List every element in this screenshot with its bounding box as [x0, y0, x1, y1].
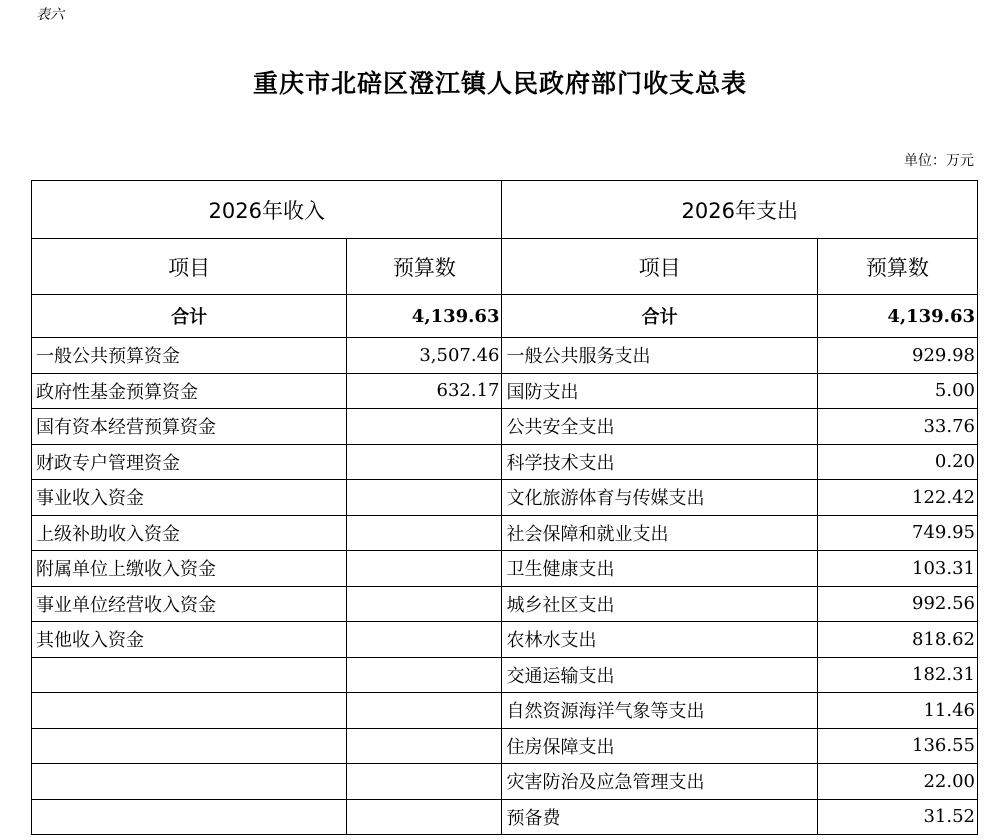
table-row: [32, 799, 978, 835]
expense-item-cell: 文化旅游体育与传媒支出: [502, 480, 817, 516]
income-item-cell: 政府性基金预算资金: [32, 373, 347, 409]
total-row: [32, 295, 978, 338]
table-row: [32, 551, 978, 587]
expense-value-cell: 122.42: [817, 480, 977, 516]
income-budget-header: 预算数: [347, 239, 502, 295]
income-value-cell: [347, 764, 502, 800]
income-item-cell: 事业单位经营收入资金: [32, 586, 347, 622]
expense-item-cell: 社会保障和就业支出: [502, 515, 817, 551]
expense-item-cell: 城乡社区支出: [502, 586, 817, 622]
income-value-cell: [347, 728, 502, 764]
expense-item-cell: 住房保障支出: [502, 728, 817, 764]
expense-value-cell: 33.76: [817, 409, 977, 445]
income-item-cell: 国有资本经营预算资金: [32, 409, 347, 445]
table-row: [32, 409, 978, 445]
table-row: [32, 693, 978, 729]
expense-value-cell: 182.31: [817, 657, 977, 693]
expense-value-cell: 31.52: [817, 799, 977, 835]
income-item-cell: [32, 764, 347, 800]
income-total-value: 4,139.63: [347, 295, 502, 338]
expense-value-cell: 818.62: [817, 622, 977, 658]
table-row: [32, 657, 978, 693]
income-value-cell: 3,507.46: [347, 338, 502, 374]
income-item-cell: [32, 799, 347, 835]
income-value-cell: [347, 444, 502, 480]
income-total-label: 合计: [32, 295, 347, 338]
income-item-cell: 财政专户管理资金: [32, 444, 347, 480]
income-value-cell: [347, 657, 502, 693]
income-value-cell: [347, 480, 502, 516]
income-value-cell: [347, 515, 502, 551]
income-value-cell: [347, 693, 502, 729]
income-value-cell: [347, 586, 502, 622]
expense-budget-header: 预算数: [817, 239, 977, 295]
expense-item-cell: 科学技术支出: [502, 444, 817, 480]
expense-total-label: 合计: [502, 295, 817, 338]
unit-label: 单位：万元: [904, 153, 974, 169]
expense-value-cell: 992.56: [817, 586, 977, 622]
table-row: [32, 480, 978, 516]
table-row: [32, 444, 978, 480]
budget-table: [31, 180, 978, 835]
section-header-row: [32, 181, 978, 239]
table-row: [32, 338, 978, 374]
expense-value-cell: 0.20: [817, 444, 977, 480]
income-item-cell: [32, 693, 347, 729]
expense-item-cell: 国防支出: [502, 373, 817, 409]
expense-item-cell: 一般公共服务支出: [502, 338, 817, 374]
expense-item-header: 项目: [502, 239, 817, 295]
expense-item-cell: 公共安全支出: [502, 409, 817, 445]
income-value-cell: [347, 622, 502, 658]
expense-item-cell: 卫生健康支出: [502, 551, 817, 587]
income-item-cell: 其他收入资金: [32, 622, 347, 658]
income-item-cell: 附属单位上缴收入资金: [32, 551, 347, 587]
expense-value-cell: 136.55: [817, 728, 977, 764]
expense-item-cell: 农林水支出: [502, 622, 817, 658]
table-row: [32, 764, 978, 800]
expense-item-cell: 交通运输支出: [502, 657, 817, 693]
expense-value-cell: 5.00: [817, 373, 977, 409]
income-item-header: 项目: [32, 239, 347, 295]
expense-item-cell: 预备费: [502, 799, 817, 835]
expense-item-cell: 灾害防治及应急管理支出: [502, 764, 817, 800]
table-row: [32, 586, 978, 622]
table-number-label: 表六: [36, 7, 64, 23]
table-row: [32, 373, 978, 409]
income-value-cell: [347, 799, 502, 835]
table-row: [32, 515, 978, 551]
income-section-header: 2026年收入: [32, 181, 502, 239]
expense-value-cell: 103.31: [817, 551, 977, 587]
income-value-cell: 632.17: [347, 373, 502, 409]
expense-total-value: 4,139.63: [817, 295, 977, 338]
column-header-row: [32, 239, 978, 295]
table-row: [32, 728, 978, 764]
expense-value-cell: 11.46: [817, 693, 977, 729]
expense-value-cell: 22.00: [817, 764, 977, 800]
expense-section-header: 2026年支出: [502, 181, 978, 239]
income-item-cell: 事业收入资金: [32, 480, 347, 516]
page-title: 重庆市北碚区澄江镇人民政府部门收支总表: [252, 69, 747, 98]
income-item-cell: 一般公共预算资金: [32, 338, 347, 374]
expense-item-cell: 自然资源海洋气象等支出: [502, 693, 817, 729]
expense-value-cell: 929.98: [817, 338, 977, 374]
income-value-cell: [347, 551, 502, 587]
income-item-cell: [32, 728, 347, 764]
expense-value-cell: 749.95: [817, 515, 977, 551]
income-value-cell: [347, 409, 502, 445]
table-row: [32, 622, 978, 658]
income-item-cell: 上级补助收入资金: [32, 515, 347, 551]
income-item-cell: [32, 657, 347, 693]
